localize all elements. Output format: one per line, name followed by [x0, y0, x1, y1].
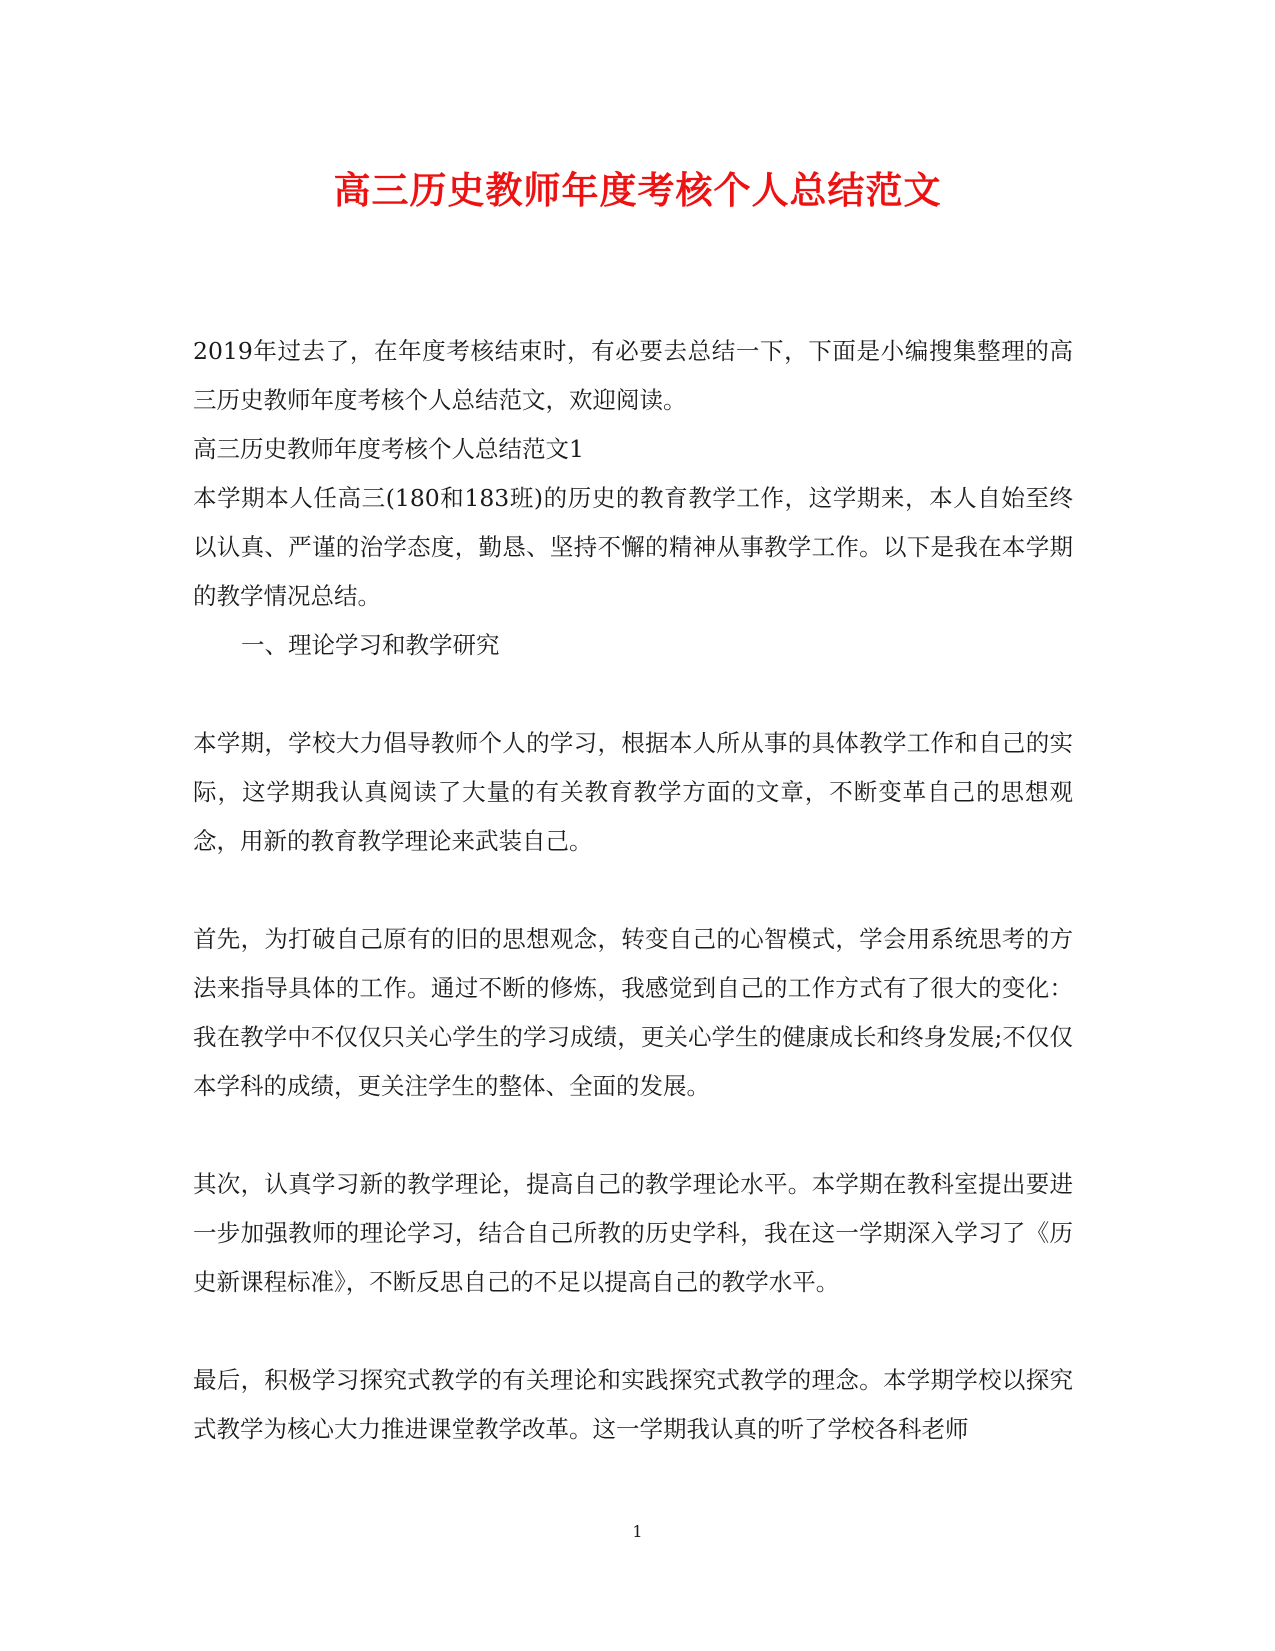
- paragraph-gap: [193, 1307, 1073, 1356]
- paragraph-gap: [193, 670, 1073, 719]
- paragraph-first: 首先，为打破自己原有的旧的思想观念，转变自己的心智模式，学会用系统思考的方法来指导具体的工作。通过不断的修炼，我感觉到自己的工作方式有了很大的变化：我在教学中不仅仅只关心学生的学习成绩，更关心学生的健康成长和终身发展;不仅仅本学科的成绩，更关注学生的整体、全面的发展。: [193, 925, 1073, 1100]
- document-title: 高三历史教师年度考核个人总结范文: [333, 168, 942, 212]
- section-title-1: 高三历史教师年度考核个人总结范文1: [193, 435, 584, 463]
- document-body: [193, 327, 1073, 1454]
- intro-paragraph: 2019年过去了，在年度考核结束时，有必要去总结一下，下面是小编搜集整理的高三历史教师年度考核个人总结范文，欢迎阅读。: [193, 337, 1073, 414]
- page-number: 1: [632, 1522, 643, 1541]
- paragraph-last: 最后，积极学习探究式教学的有关理论和实践探究式教学的理念。本学期学校以探究式教学为核心大力推进课堂教学改革。这一学期我认真的听了学校各科老师: [193, 1366, 1073, 1443]
- paragraph-overview: 本学期本人任高三(180和183班)的历史的教育教学工作，这学期来，本人自始至终以认真、严谨的治学态度，勤恳、坚持不懈的精神从事教学工作。以下是我在本学期的教学情况总结。: [193, 484, 1073, 610]
- heading-theory-study: 一、理论学习和教学研究: [241, 631, 500, 659]
- paragraph-gap: [193, 1111, 1073, 1160]
- paragraph-second: 其次，认真学习新的教学理论，提高自己的教学理论水平。本学期在教科室提出要进一步加强教师的理论学习，结合自己所教的历史学科，我在这一学期深入学习了《历史新课程标准》，不断反思自己的不足以提高自己的教学水平。: [193, 1170, 1073, 1296]
- paragraph-study: 本学期，学校大力倡导教师个人的学习，根据本人所从事的具体教学工作和自己的实际，这学期我认真阅读了大量的有关教育教学方面的文章，不断变革自己的思想观念，用新的教育教学理论来武装自己。: [193, 729, 1073, 855]
- paragraph-gap: [193, 866, 1073, 915]
